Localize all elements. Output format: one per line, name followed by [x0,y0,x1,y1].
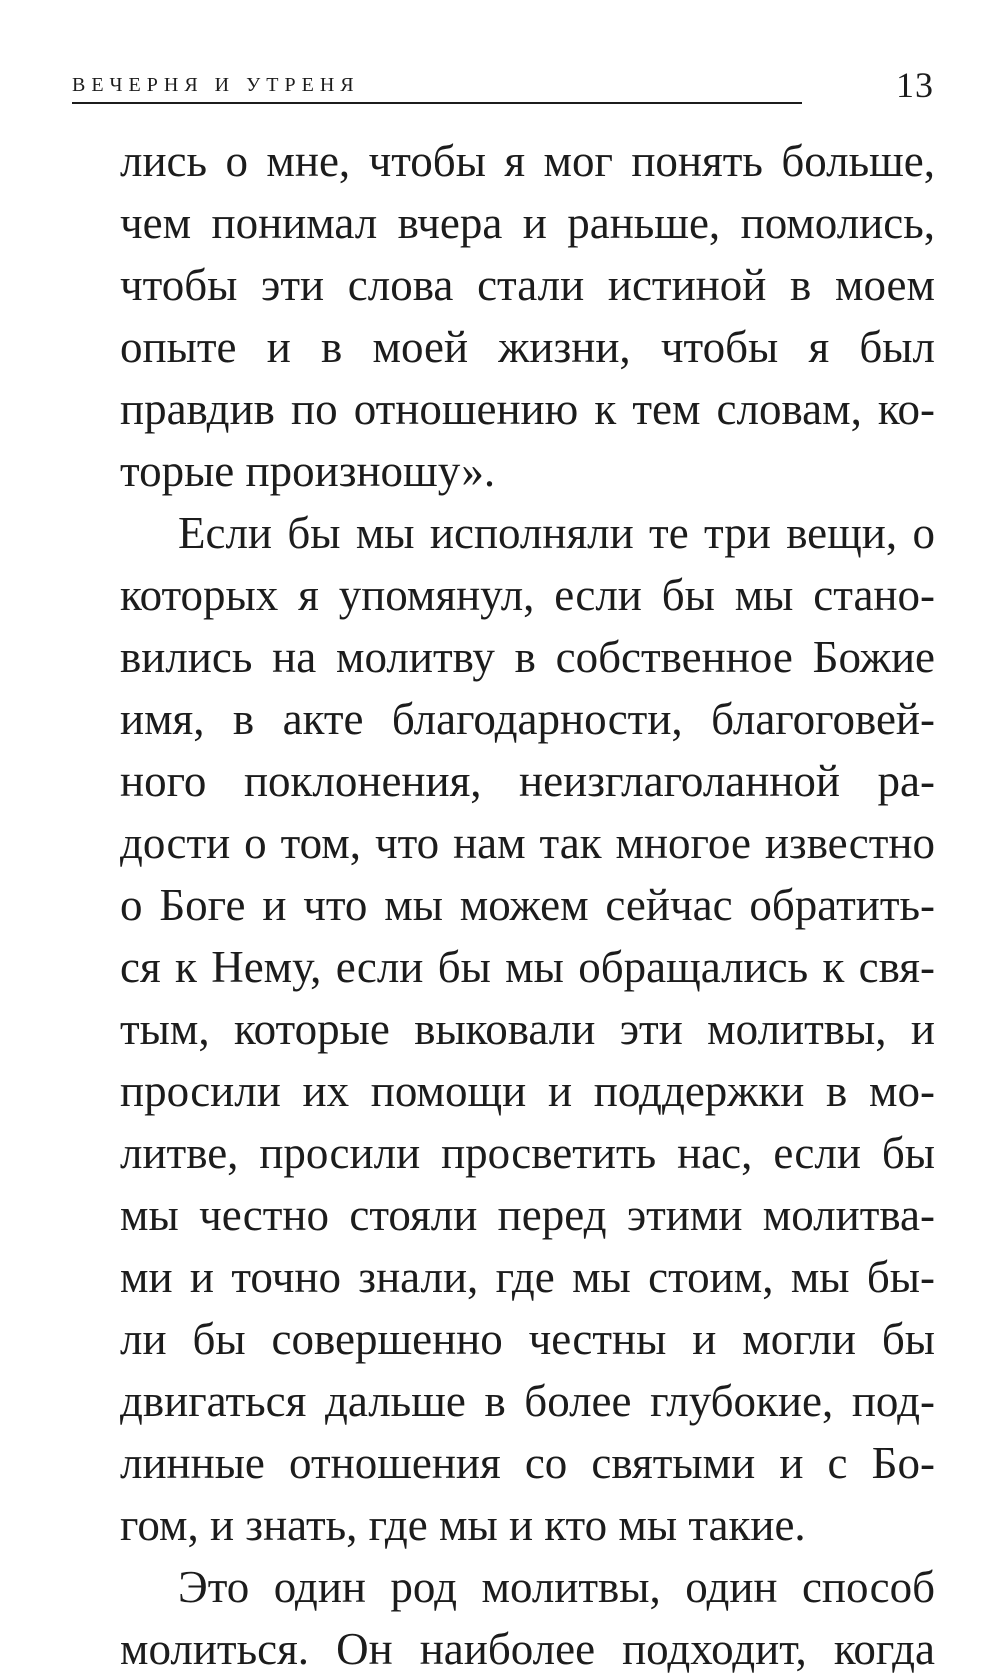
text-line: имя, в акте благодарности, благоговей- [120,694,935,744]
text-line: о Боге и что мы можем сейчас обратить- [120,880,935,930]
text-line: ся к Нему, если бы мы обращались к свя- [120,942,935,992]
text-line: Это один род молитвы, один способ [178,1562,935,1612]
text-line: молиться. Он наиболее подходит, когда [120,1624,935,1674]
text-line: вились на молитву в собственное Божие [120,632,935,682]
body-text [120,130,935,1680]
running-head [72,65,940,108]
header-rule [72,102,802,104]
text-line: ного поклонения, неизглаголанной ра- [120,756,935,806]
text-line: Если бы мы исполняли те три вещи, о [178,508,935,558]
text-line: двигаться дальше в более глубокие, под- [120,1376,935,1426]
text-line: линные отношения со святыми и с Бо- [120,1438,935,1488]
text-line: правдив по отношению к тем словам, ко- [120,384,935,434]
page-number: 13 [896,65,934,105]
text-line: торые произношу». [120,446,496,496]
text-line: тым, которые выковали эти молитвы, и [120,1004,935,1054]
text-line: гом, и знать, где мы и кто мы такие. [120,1500,806,1550]
text-line: чем понимал вчера и раньше, помолись, [120,198,935,248]
text-line: ли бы совершенно честны и могли бы [120,1314,935,1364]
running-title: ВЕЧЕРНЯ И УТРЕНЯ [72,74,360,96]
text-line: опыте и в моей жизни, чтобы я был [120,322,935,372]
text-line: ми и точно знали, где мы стоим, мы бы- [120,1252,935,1302]
text-line: мы честно стояли перед этими молитва- [120,1190,935,1240]
text-line: дости о том, что нам так многое известно [120,818,935,868]
text-line: лись о мне, чтобы я мог понять больше, [120,136,935,186]
text-line: литве, просили просветить нас, если бы [120,1128,935,1178]
text-line: которых я упомянул, если бы мы стано- [120,570,935,620]
text-line: чтобы эти слова стали истиной в моем [120,260,935,310]
text-line: просили их помощи и поддержки в мо- [120,1066,935,1116]
